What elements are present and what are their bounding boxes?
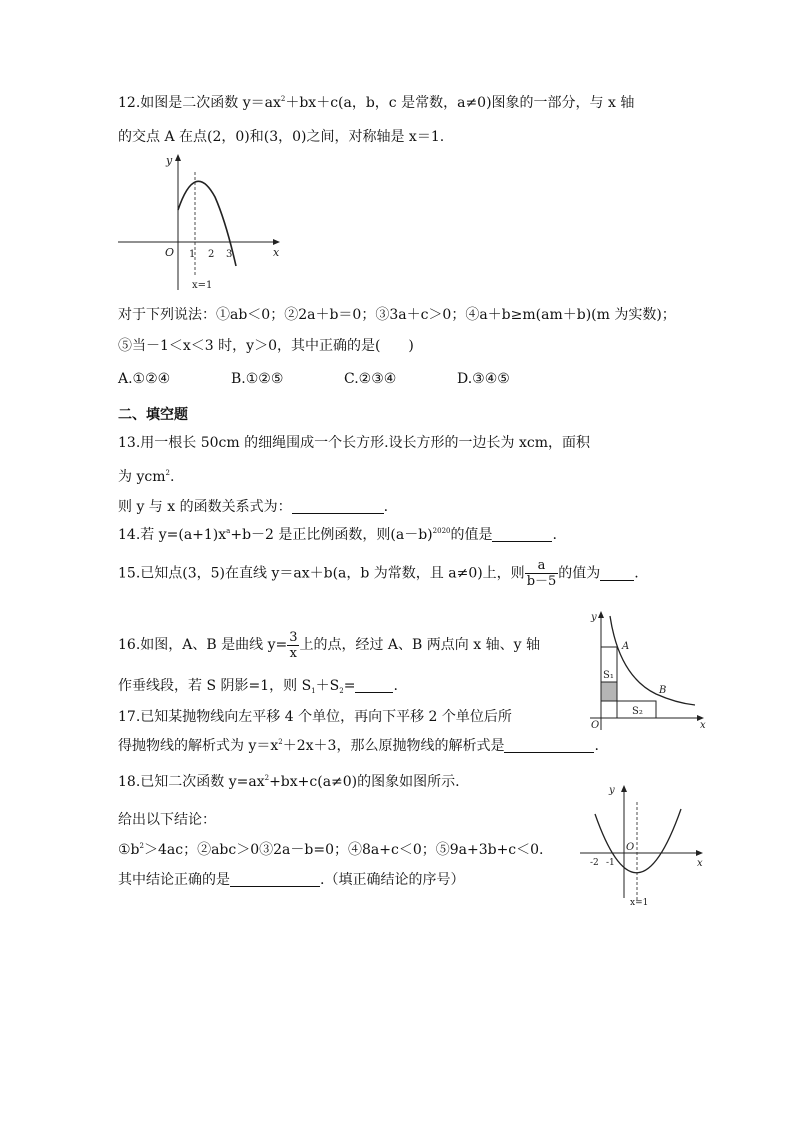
q16-line2: 作垂线段，若 S 阴影=1，则 $S_1+S_2=$ . (118, 678, 398, 695)
q12-origin-label: O (165, 246, 175, 259)
q12-parabola-figure (118, 152, 283, 292)
q12-tick-2: 2 (208, 249, 215, 260)
q18-x-label: x (697, 858, 703, 869)
q12-x-label: x (273, 246, 280, 259)
q16-point-b: B (659, 685, 667, 696)
q16-hyperbola-figure (588, 608, 710, 734)
q16-point-a: A (622, 641, 630, 652)
q12-options (118, 369, 510, 389)
q13-line2: 为 ycm$^2$. (118, 469, 175, 485)
q15-line: 15.已知点(3，5)在直线 y＝ax＋b(a，b 为常数，且 a≠0)上，则 $\frac{a}{b-5}$ 的值为 . (118, 558, 639, 589)
q15-answer-blank[interactable] (600, 566, 634, 581)
q18-line2: 给出以下结论： (118, 812, 216, 828)
q12-axis-label: x=1 (192, 280, 213, 291)
q18-y-label: y (609, 785, 615, 796)
section-heading: 二、填空题 (118, 407, 188, 423)
q14-line: 14.若 $y=(a+1)x^a+b-2$ 是正比例函数，则$(a-b)^{2020}$的值是 . (118, 527, 557, 543)
q18-line3: $①b^2>4ac$；②abc＞0③2a－b=0；④8a+c＜0；⑤9a+3b+c＜0. (118, 842, 544, 858)
q18-tick-minus2: -2 (590, 858, 599, 868)
q16-fraction: $\frac{3}{x}$ (289, 629, 298, 661)
q12-y-label: y (166, 154, 173, 167)
q18-origin-label: O (626, 842, 635, 853)
q12-option-c: C.②③④ (344, 371, 397, 387)
q18-axis-label: x=1 (630, 898, 649, 908)
q14-answer-blank[interactable] (492, 527, 552, 542)
q16-x-label: x (700, 720, 706, 731)
q12-statements-2: ⑤当－1＜x＜3 时，y＞0，其中正确的是( ) (118, 338, 414, 354)
q12-option-a: A.①②④ (118, 371, 171, 387)
q18-line1: 18.已知二次函数 $y=ax^2+bx+c(a\ne 0)$的图象如图所示. (118, 774, 460, 790)
q16-line1: 16.如图，A、B 是曲线 y= $\frac{3}{x}$ 上的点，经过 A、B 两点向 x 轴、y 轴 (118, 629, 540, 661)
q17-line1: 17.已知某抛物线向左平移 4 个单位，再向下平移 2 个单位后所 (118, 709, 512, 725)
q16-origin-label: O (591, 720, 600, 731)
q12-line2: 的交点 A 在点(2，0)和(3，0)之间，对称轴是 x＝1. (118, 129, 445, 145)
q18-line4: 其中结论正确的是 .（填正确结论的序号） (118, 872, 465, 888)
q18-parabola-figure (578, 784, 706, 908)
q18-answer-blank[interactable] (230, 872, 320, 887)
q12-option-d: D.③④⑤ (457, 371, 510, 387)
q12-tick-1: 1 (189, 249, 196, 260)
q18-tick-minus1: -1 (606, 858, 615, 868)
q15-fraction: $\frac{a}{b-5}$ (526, 558, 557, 589)
q12-option-b: B.①②⑤ (231, 371, 284, 387)
q17-answer-blank[interactable] (504, 738, 594, 753)
q13-line1: 13.用一根长 50cm 的细绳围成一个长方形.设长方形的一边长为 xcm，面积 (118, 435, 591, 451)
q13-answer-blank[interactable] (292, 499, 384, 514)
q16-answer-blank[interactable] (355, 678, 393, 693)
q12-tick-3: 3 (226, 249, 233, 260)
q16-s1-label: S₁ (603, 670, 614, 681)
q17-line2: 得抛物线的解析式为 $y=x^2+2x+3$，那么原抛物线的解析式是 . (118, 738, 599, 754)
q16-y-label: y (591, 612, 597, 623)
q16-s2-label: S₂ (632, 706, 643, 717)
q13-line3: 则 y 与 x 的函数关系式为： . (118, 499, 389, 515)
q12-statements: 对于下列说法：①ab＜0；②2a＋b＝0；③3a＋c＞0；④a＋b≥m(am＋b)(m 为实数)； (118, 307, 676, 323)
q12-line1: 12.如图是二次函数 $y=ax^2+bx+c(a$，b，c 是常数，a≠0)图象的一部分，与 x 轴 (118, 95, 635, 111)
